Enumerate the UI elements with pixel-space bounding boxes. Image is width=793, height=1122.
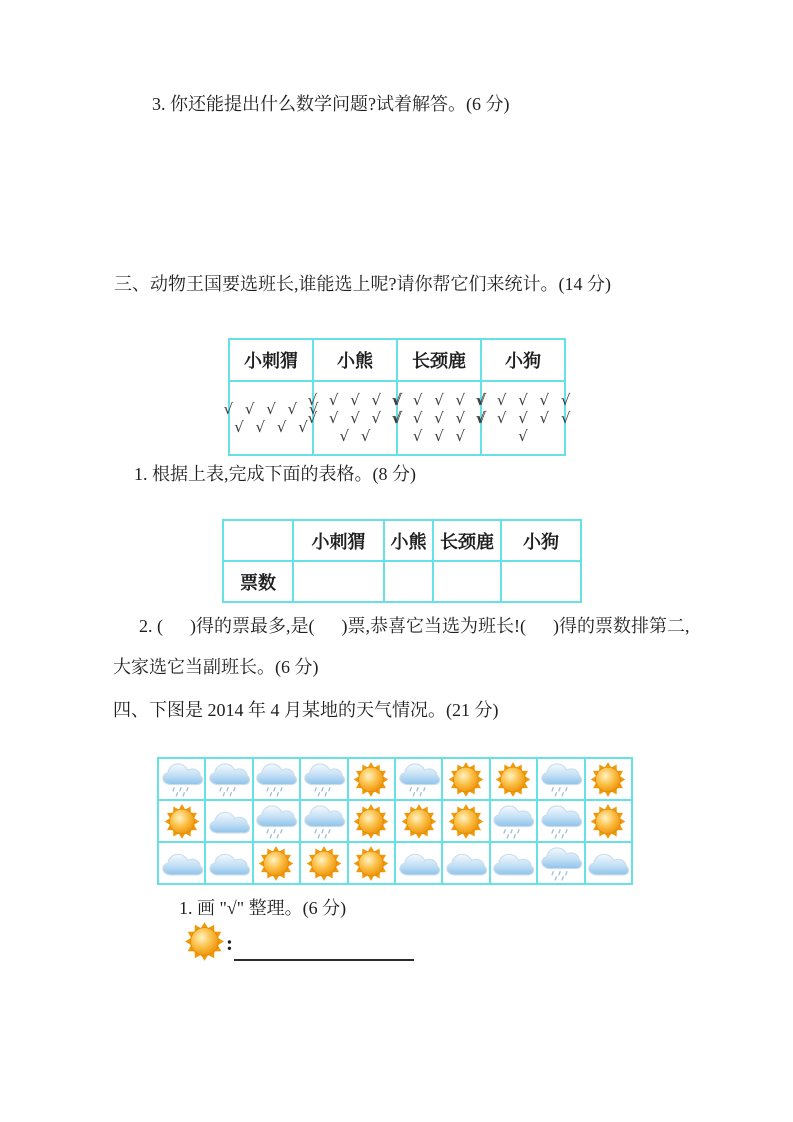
weather-row bbox=[158, 842, 632, 884]
tally-marks: √ √ √ √ √ bbox=[307, 391, 403, 409]
weather-cell bbox=[300, 758, 347, 800]
tally-marks-row bbox=[229, 381, 565, 455]
cloud-icon bbox=[587, 845, 629, 882]
sun-icon bbox=[587, 803, 629, 840]
section-3-q1-text: 1. 根据上表,完成下面的表格。(8 分) bbox=[134, 464, 416, 484]
count-value-cell bbox=[501, 561, 581, 602]
weather-cell bbox=[537, 842, 584, 884]
weather-cell bbox=[205, 842, 252, 884]
count-corner-cell bbox=[223, 520, 293, 561]
weather-cell bbox=[442, 842, 489, 884]
sun-icon bbox=[492, 761, 534, 798]
weather-cell bbox=[442, 800, 489, 842]
sun-icon bbox=[587, 761, 629, 798]
rain-icon bbox=[303, 761, 345, 798]
cloud-icon bbox=[161, 845, 203, 882]
tally-column-header: 长颈鹿 bbox=[397, 339, 481, 381]
sun-icon bbox=[350, 761, 392, 798]
weather-cell bbox=[490, 842, 537, 884]
count-column-header: 小刺猬 bbox=[293, 520, 384, 561]
sun-icon bbox=[350, 845, 392, 882]
weather-cell bbox=[348, 842, 395, 884]
weather-cell bbox=[158, 758, 205, 800]
count-table bbox=[222, 519, 582, 603]
count-row-label: 票数 bbox=[223, 561, 293, 602]
tally-cell bbox=[307, 381, 403, 455]
tally-column-header: 小熊 bbox=[313, 339, 397, 381]
weather-cell bbox=[490, 758, 537, 800]
rain-icon bbox=[398, 761, 440, 798]
count-header-row bbox=[223, 520, 581, 561]
sun-icon bbox=[161, 803, 203, 840]
weather-cell bbox=[537, 800, 584, 842]
section-3-q2-line2: 大家选它当副班长。(6 分) bbox=[113, 657, 319, 677]
rain-icon bbox=[540, 803, 582, 840]
tally-marks: √ √ √ √ √ bbox=[391, 409, 487, 427]
cloud-icon bbox=[445, 845, 487, 882]
tally-marks: √ √ √ √ √ bbox=[475, 391, 571, 409]
cloud-icon bbox=[492, 845, 534, 882]
tally-cell bbox=[391, 381, 487, 455]
sun-icon bbox=[181, 921, 228, 962]
count-column-header: 小熊 bbox=[384, 520, 433, 561]
tally-marks: √ √ √ √ √ bbox=[475, 409, 571, 427]
weather-cell bbox=[395, 758, 442, 800]
section-3-q2-line1: 2. ( )得的票最多,是( )票,恭喜它当选为班长!( )得的票数排第二, bbox=[139, 616, 690, 636]
weather-cell bbox=[205, 800, 252, 842]
rain-icon bbox=[161, 761, 203, 798]
weather-cell bbox=[205, 758, 252, 800]
weather-cell bbox=[442, 758, 489, 800]
rain-icon bbox=[303, 803, 345, 840]
sun-icon bbox=[350, 803, 392, 840]
weather-grid bbox=[157, 757, 633, 885]
sun-icon bbox=[255, 845, 297, 882]
count-values-row bbox=[223, 561, 581, 602]
weather-cell bbox=[490, 800, 537, 842]
weather-cell bbox=[585, 800, 632, 842]
weather-cell bbox=[395, 842, 442, 884]
rain-icon bbox=[208, 761, 250, 798]
tally-marks: √ √ bbox=[339, 427, 371, 445]
weather-cell bbox=[537, 758, 584, 800]
tally-cell bbox=[475, 381, 571, 455]
tally-cell bbox=[223, 381, 319, 455]
section-4-q1-text: 1. 画 "√" 整理。(6 分) bbox=[179, 898, 347, 918]
weather-cell bbox=[300, 842, 347, 884]
answer-blank-line bbox=[234, 928, 414, 961]
question-3-text: 3. 你还能提出什么数学问题?试着解答。(6 分) bbox=[152, 94, 510, 114]
rain-icon bbox=[255, 761, 297, 798]
cloud-icon bbox=[208, 845, 250, 882]
count-column-header: 小狗 bbox=[501, 520, 581, 561]
tally-column-header: 小狗 bbox=[481, 339, 565, 381]
tally-column-header: 小刺猬 bbox=[229, 339, 313, 381]
weather-cell bbox=[395, 800, 442, 842]
weather-cell bbox=[253, 758, 300, 800]
sun-icon bbox=[303, 845, 345, 882]
weather-cell bbox=[348, 800, 395, 842]
tally-marks: √ √ √ √ √ bbox=[223, 400, 319, 418]
section-4-title: 四、下图是 2014 年 4 月某地的天气情况。(21 分) bbox=[113, 700, 499, 720]
weather-cell bbox=[300, 800, 347, 842]
sun-icon bbox=[445, 803, 487, 840]
count-column-header: 长颈鹿 bbox=[433, 520, 501, 561]
cloud-icon bbox=[208, 803, 250, 840]
tally-marks: √ bbox=[518, 427, 528, 445]
count-value-cell bbox=[433, 561, 501, 602]
sun-colon: : bbox=[226, 931, 233, 955]
weather-row bbox=[158, 758, 632, 800]
rain-icon bbox=[492, 803, 534, 840]
rain-icon bbox=[255, 803, 297, 840]
weather-cell bbox=[585, 758, 632, 800]
tally-table bbox=[223, 338, 571, 456]
weather-cell bbox=[158, 800, 205, 842]
weather-cell bbox=[253, 800, 300, 842]
sun-icon bbox=[445, 761, 487, 798]
weather-cell bbox=[158, 842, 205, 884]
cloud-icon bbox=[398, 845, 440, 882]
weather-cell bbox=[253, 842, 300, 884]
tally-marks: √ √ √ √ bbox=[234, 418, 308, 436]
rain-icon bbox=[540, 761, 582, 798]
tally-header-row bbox=[229, 339, 565, 381]
weather-row bbox=[158, 800, 632, 842]
tally-marks: √ √ √ √ √ bbox=[391, 391, 487, 409]
count-value-cell bbox=[384, 561, 433, 602]
tally-marks: √ √ √ bbox=[412, 427, 466, 445]
section-3-title: 三、动物王国要选班长,谁能选上呢?请你帮它们来统计。(14 分) bbox=[114, 274, 611, 294]
sun-icon bbox=[398, 803, 440, 840]
tally-marks: √ √ √ √ √ bbox=[307, 409, 403, 427]
weather-cell bbox=[348, 758, 395, 800]
rain-icon bbox=[540, 845, 582, 882]
weather-cell bbox=[585, 842, 632, 884]
count-value-cell bbox=[293, 561, 384, 602]
